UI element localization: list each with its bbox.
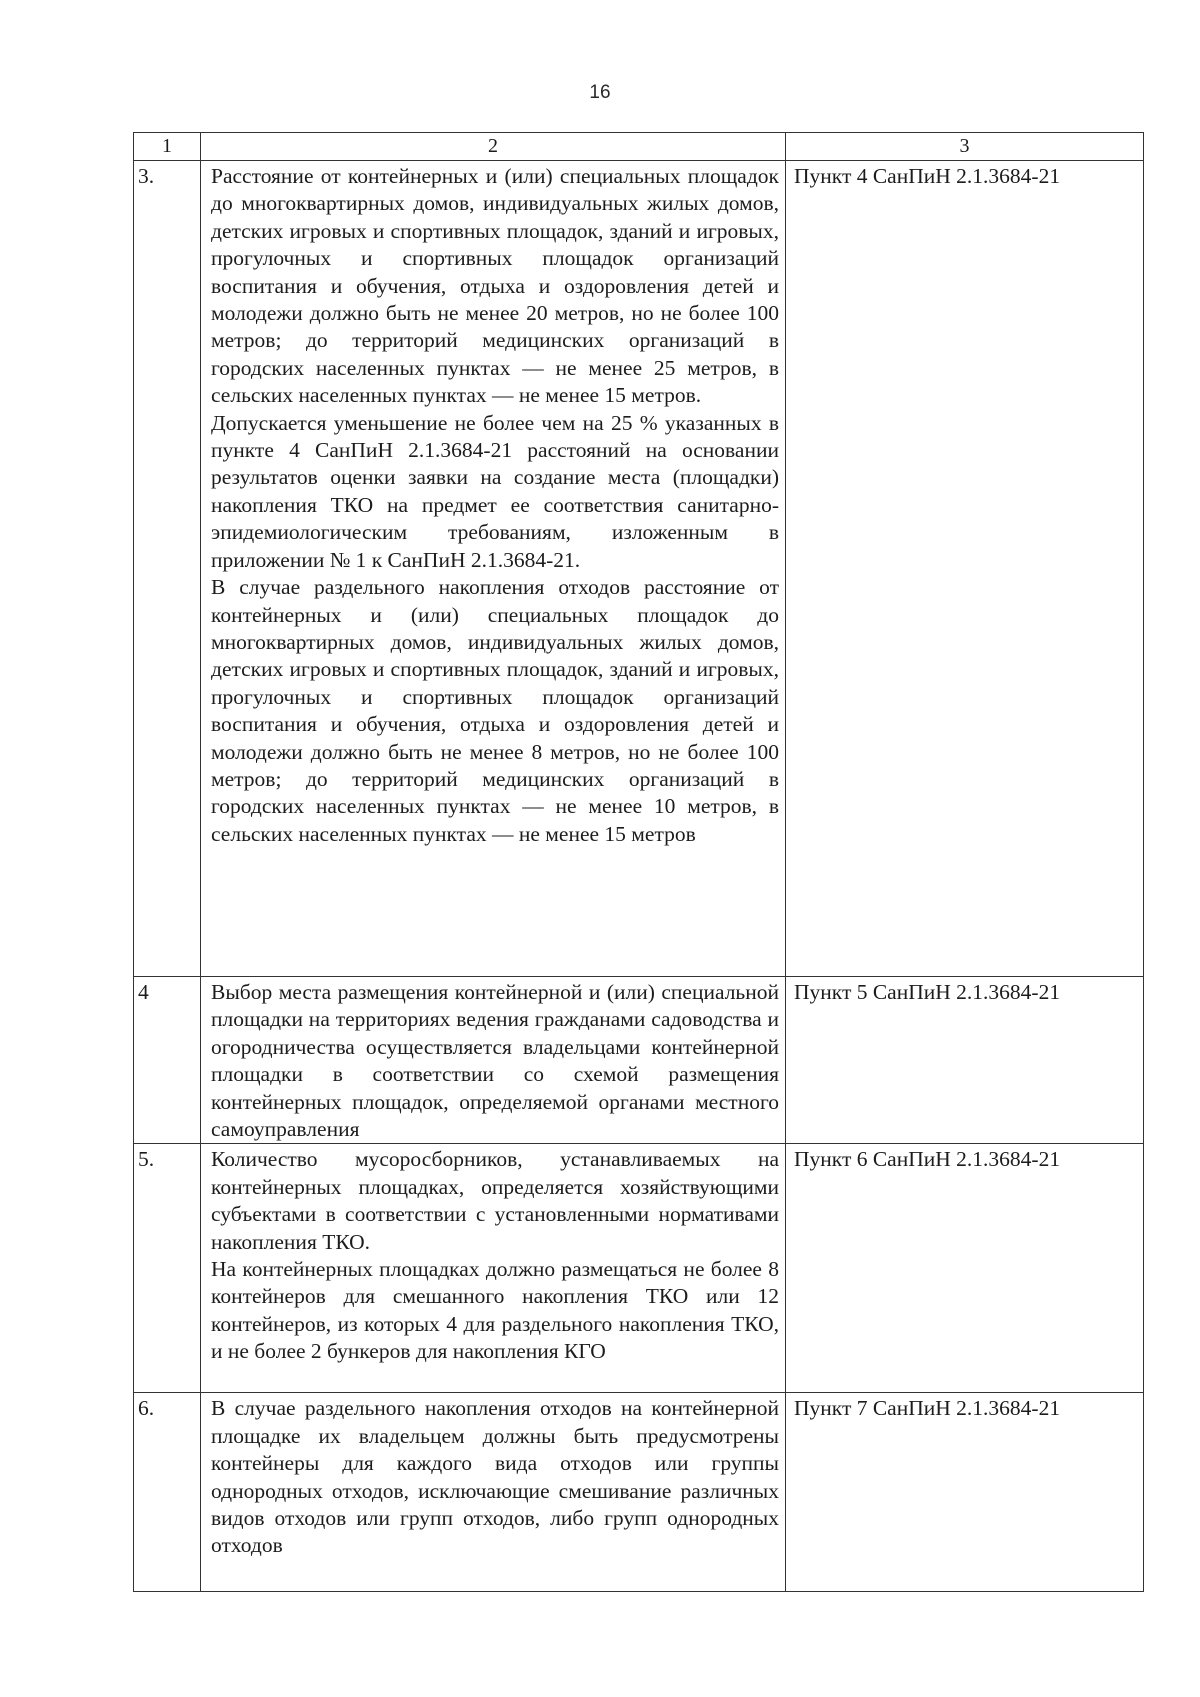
- requirement-paragraph: На контейнерных площадках должно размещаться не более 8 контейнеров для смешанного накопления ТКО или 12 контейнеров, из которых 4 для раздельного накопления ТКО, и не более 2 бункеров для накопления КГО: [211, 1257, 779, 1364]
- table-row: [134, 161, 1144, 977]
- table-row: [134, 1393, 1144, 1592]
- table-header-row: [134, 133, 1144, 161]
- regulation-reference: Пункт 7 СанПиН 2.1.3684-21: [786, 1393, 1144, 1592]
- requirement-paragraph: В случае раздельного накопления отходов на контейнерной площадке их владельцем должны быть предусмотрены контейнеры для каждого вида отходов или группы однородных отходов, исключающие смешивание различных видов отходов или групп отходов, либо групп однородных отходов: [211, 1396, 779, 1558]
- page-number: 16: [589, 82, 611, 103]
- requirement-text: [201, 1144, 786, 1393]
- row-number: 6.: [134, 1393, 201, 1592]
- column-header-3: 3: [786, 133, 1144, 161]
- requirement-paragraph: В случае раздельного накопления отходов расстояние от контейнерных и (или) специальных площадок до многоквартирных домов, индивидуальных жилых домов, детских игровых и спортивных площадок, зданий и игровых, прогулочных и спортивных площадок организаций воспитания и обучения, отдыха и оздоровления детей и молодежи должно быть не менее 8 метров, но не более 100 метров; до территорий медицинских организаций в городских населенных пунктах — не менее 10 метров, в сельских населенных пунктах — не менее 15 метров: [211, 575, 779, 846]
- row-number: 3.: [134, 161, 201, 977]
- column-header-2: 2: [201, 133, 786, 161]
- requirement-text: [201, 1393, 786, 1592]
- requirements-table: [133, 132, 1144, 1592]
- regulation-reference: Пункт 5 СанПиН 2.1.3684-21: [786, 977, 1144, 1144]
- requirement-paragraph: Допускается уменьшение не более чем на 25 % указанных в пункте 4 СанПиН 2.1.3684-21 расстояний на основании результатов оценки заявки на создание места (площадки) накопления ТКО на предмет ее соответствия санитарно-эпидемиологическим требованиям, изложенным в приложении № 1 к СанПиН 2.1.3684-21.: [211, 410, 779, 572]
- regulation-reference: Пункт 6 СанПиН 2.1.3684-21: [786, 1144, 1144, 1393]
- requirement-paragraph: Выбор места размещения контейнерной и (или) специальной площадки на территориях ведения гражданами садоводства и огородничества осуществляется владельцами контейнерной площадки в соответствии со схемой размещения контейнерных площадок, определяемой органами местного самоуправления: [211, 980, 779, 1142]
- regulation-reference: Пункт 4 СанПиН 2.1.3684-21: [786, 161, 1144, 977]
- table-row: [134, 1144, 1144, 1393]
- requirement-paragraph: Количество мусоросборников, устанавливаемых на контейнерных площадках, определяется хозяйствующими субъектами в соответствии с установленными нормативами накопления ТКО.: [211, 1147, 779, 1254]
- row-number: 5.: [134, 1144, 201, 1393]
- requirement-text: [201, 977, 786, 1144]
- requirement-text: [201, 161, 786, 977]
- table-row: [134, 977, 1144, 1144]
- column-header-1: 1: [134, 133, 201, 161]
- requirement-paragraph: Расстояние от контейнерных и (или) специальных площадок до многоквартирных домов, индивидуальных жилых домов, детских игровых и спортивных площадок, зданий и игровых, прогулочных и спортивных площадок организаций воспитания и обучения, отдыха и оздоровления детей и молодежи должно быть не менее 20 метров, но не более 100 метров; до территорий медицинских организаций в городских населенных пунктах — не менее 25 метров, в сельских населенных пунктах — не менее 15 метров.: [211, 164, 779, 408]
- row-number: 4: [134, 977, 201, 1144]
